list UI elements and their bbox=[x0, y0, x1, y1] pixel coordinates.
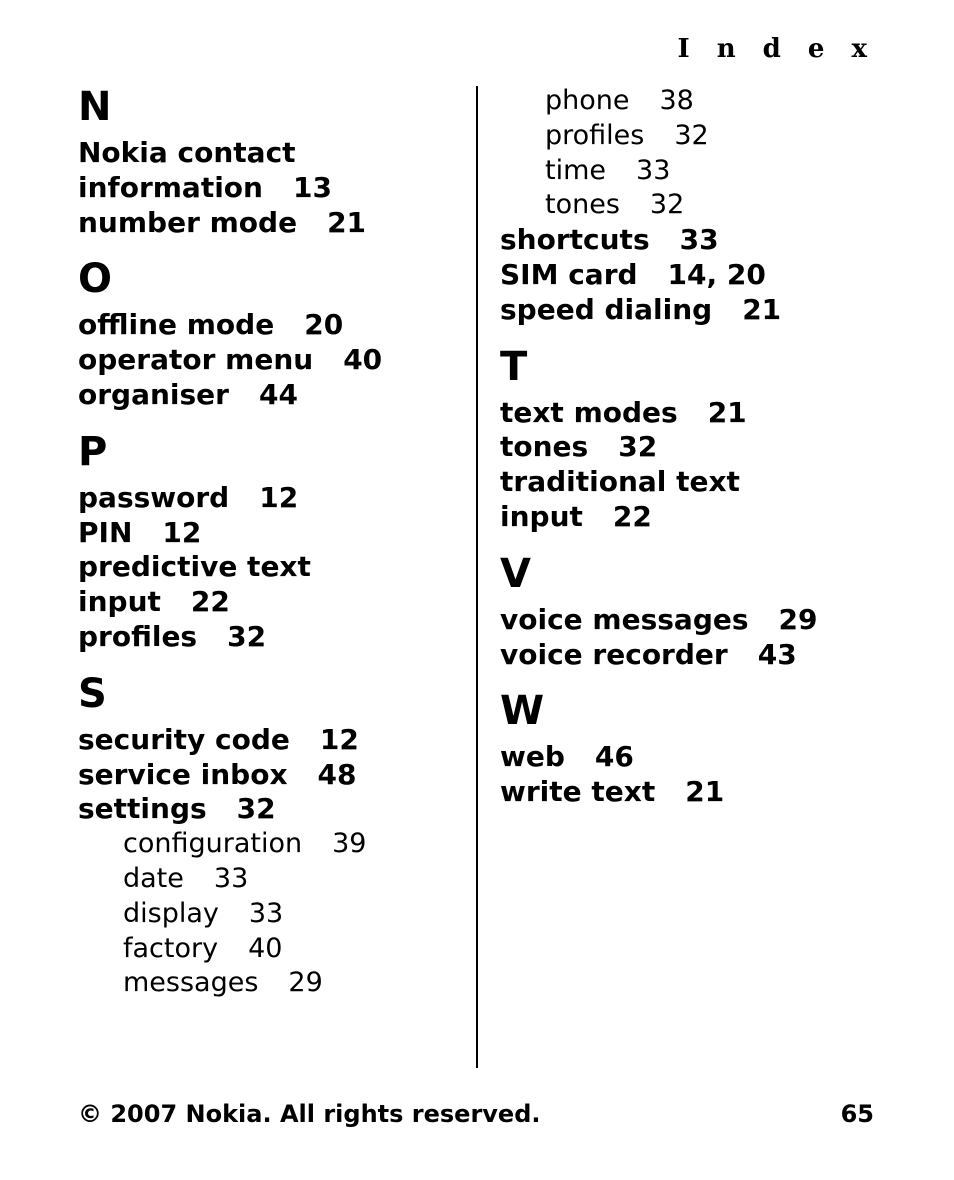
index-page-ref: 22 bbox=[190, 585, 230, 619]
index-page-ref: 13 bbox=[292, 170, 332, 204]
index-term: number mode bbox=[78, 205, 298, 239]
index-term: write text bbox=[500, 775, 656, 809]
index-entry bbox=[500, 258, 890, 293]
index-entry bbox=[500, 293, 890, 328]
index-entry bbox=[78, 723, 468, 758]
index-term: Nokia contact information bbox=[78, 136, 296, 204]
index-subentry bbox=[78, 932, 468, 967]
index-term: traditional text input bbox=[500, 465, 740, 533]
index-subentry bbox=[78, 827, 468, 862]
index-term: display bbox=[123, 897, 219, 929]
index-page-ref: 29 bbox=[778, 602, 818, 636]
index-page-ref: 14, 20 bbox=[667, 257, 766, 291]
index-term: security code bbox=[78, 722, 290, 756]
index-term: tones bbox=[500, 430, 589, 464]
index-page-ref: 40 bbox=[343, 343, 383, 377]
index-entry bbox=[78, 308, 468, 343]
index-entry bbox=[78, 206, 468, 241]
index-entry bbox=[500, 638, 890, 673]
index-term: predictive text input bbox=[78, 550, 311, 619]
index-entry bbox=[78, 481, 468, 516]
index-letter-heading: P bbox=[78, 428, 108, 475]
index-entry bbox=[500, 775, 890, 810]
index-page-ref: 22 bbox=[612, 499, 652, 533]
index-entry bbox=[500, 223, 890, 258]
index-entry bbox=[500, 465, 800, 535]
index-letter-heading: N bbox=[78, 84, 112, 130]
index-term: profiles bbox=[545, 119, 645, 151]
index-term: password bbox=[78, 480, 230, 514]
index-page-ref: 46 bbox=[594, 740, 634, 774]
index-page-ref: 29 bbox=[288, 967, 323, 999]
index-term: shortcuts bbox=[500, 223, 650, 257]
index-page-ref: 32 bbox=[649, 189, 685, 221]
index-page-ref: 12 bbox=[319, 722, 359, 756]
index-entry bbox=[78, 343, 468, 378]
index-page-ref: 21 bbox=[685, 775, 725, 809]
index-page-ref: 21 bbox=[707, 395, 747, 429]
index-page-ref: 21 bbox=[327, 205, 367, 239]
index-letter-heading: W bbox=[500, 688, 545, 735]
page-number: 65 bbox=[840, 1100, 874, 1128]
index-entry bbox=[78, 792, 468, 827]
index-letter-heading: S bbox=[78, 670, 107, 717]
index-term: configuration bbox=[123, 828, 303, 860]
index-entry bbox=[500, 396, 890, 431]
index-term: date bbox=[123, 862, 184, 894]
index-entry bbox=[500, 603, 890, 638]
index-subentry bbox=[500, 119, 890, 154]
index-entry bbox=[78, 516, 468, 551]
column-divider bbox=[476, 86, 478, 1068]
index-subentry bbox=[500, 84, 890, 119]
index-page-ref: 32 bbox=[236, 792, 276, 826]
index-page-ref: 43 bbox=[757, 637, 797, 671]
index-page-ref: 12 bbox=[259, 480, 299, 514]
index-page-ref: 40 bbox=[248, 932, 283, 964]
index-term: service inbox bbox=[78, 757, 288, 791]
index-letter-heading: V bbox=[500, 550, 531, 597]
index-column-left bbox=[78, 82, 468, 1001]
index-page-ref: 44 bbox=[258, 377, 298, 411]
index-page-ref: 21 bbox=[742, 292, 782, 326]
index-subentry bbox=[500, 154, 890, 189]
index-entry bbox=[78, 378, 468, 413]
index-subentry bbox=[78, 897, 468, 932]
index-entry bbox=[500, 740, 890, 775]
index-page-ref: 33 bbox=[213, 862, 249, 894]
index-term: organiser bbox=[78, 377, 229, 411]
index-term: voice recorder bbox=[500, 637, 728, 671]
running-header: I n d e x bbox=[677, 34, 876, 64]
index-term: phone bbox=[545, 85, 630, 116]
index-term: PIN bbox=[78, 515, 133, 549]
index-page-ref: 38 bbox=[659, 85, 694, 116]
index-page-ref: 48 bbox=[317, 757, 357, 791]
index-term: settings bbox=[78, 792, 207, 826]
index-entry bbox=[78, 550, 378, 620]
index-subentry bbox=[500, 188, 890, 223]
index-letter-heading: O bbox=[78, 256, 113, 303]
index-term: time bbox=[545, 154, 607, 186]
index-letter-heading: T bbox=[500, 343, 528, 390]
index-page-ref: 20 bbox=[304, 308, 344, 342]
index-entry bbox=[78, 136, 378, 206]
index-page-ref: 32 bbox=[618, 430, 658, 464]
index-page-ref: 12 bbox=[162, 515, 202, 549]
index-term: operator menu bbox=[78, 343, 314, 377]
index-page-ref: 33 bbox=[679, 223, 719, 257]
index-page-ref: 33 bbox=[636, 154, 671, 186]
index-term: voice messages bbox=[500, 602, 749, 636]
index-term: profiles bbox=[78, 619, 198, 653]
index-term: speed dialing bbox=[500, 292, 713, 326]
index-page-ref: 33 bbox=[248, 897, 284, 929]
index-entry bbox=[500, 430, 890, 465]
index-term: web bbox=[500, 740, 565, 774]
index-subentry bbox=[78, 862, 468, 897]
index-column-right bbox=[500, 84, 890, 810]
index-entry bbox=[78, 758, 468, 793]
index-term: factory bbox=[123, 932, 219, 964]
index-term: messages bbox=[123, 967, 259, 999]
index-subentry bbox=[78, 966, 468, 1001]
index-page-ref: 32 bbox=[674, 119, 709, 151]
index-term: text modes bbox=[500, 395, 678, 429]
index-term: SIM card bbox=[500, 257, 638, 291]
index-page-ref: 32 bbox=[227, 619, 267, 653]
index-page-ref: 39 bbox=[332, 828, 367, 860]
index-entry bbox=[78, 620, 468, 655]
index-term: tones bbox=[545, 189, 620, 221]
index-term: offline mode bbox=[78, 308, 275, 342]
copyright-notice: © 2007 Nokia. All rights reserved. bbox=[78, 1100, 541, 1128]
